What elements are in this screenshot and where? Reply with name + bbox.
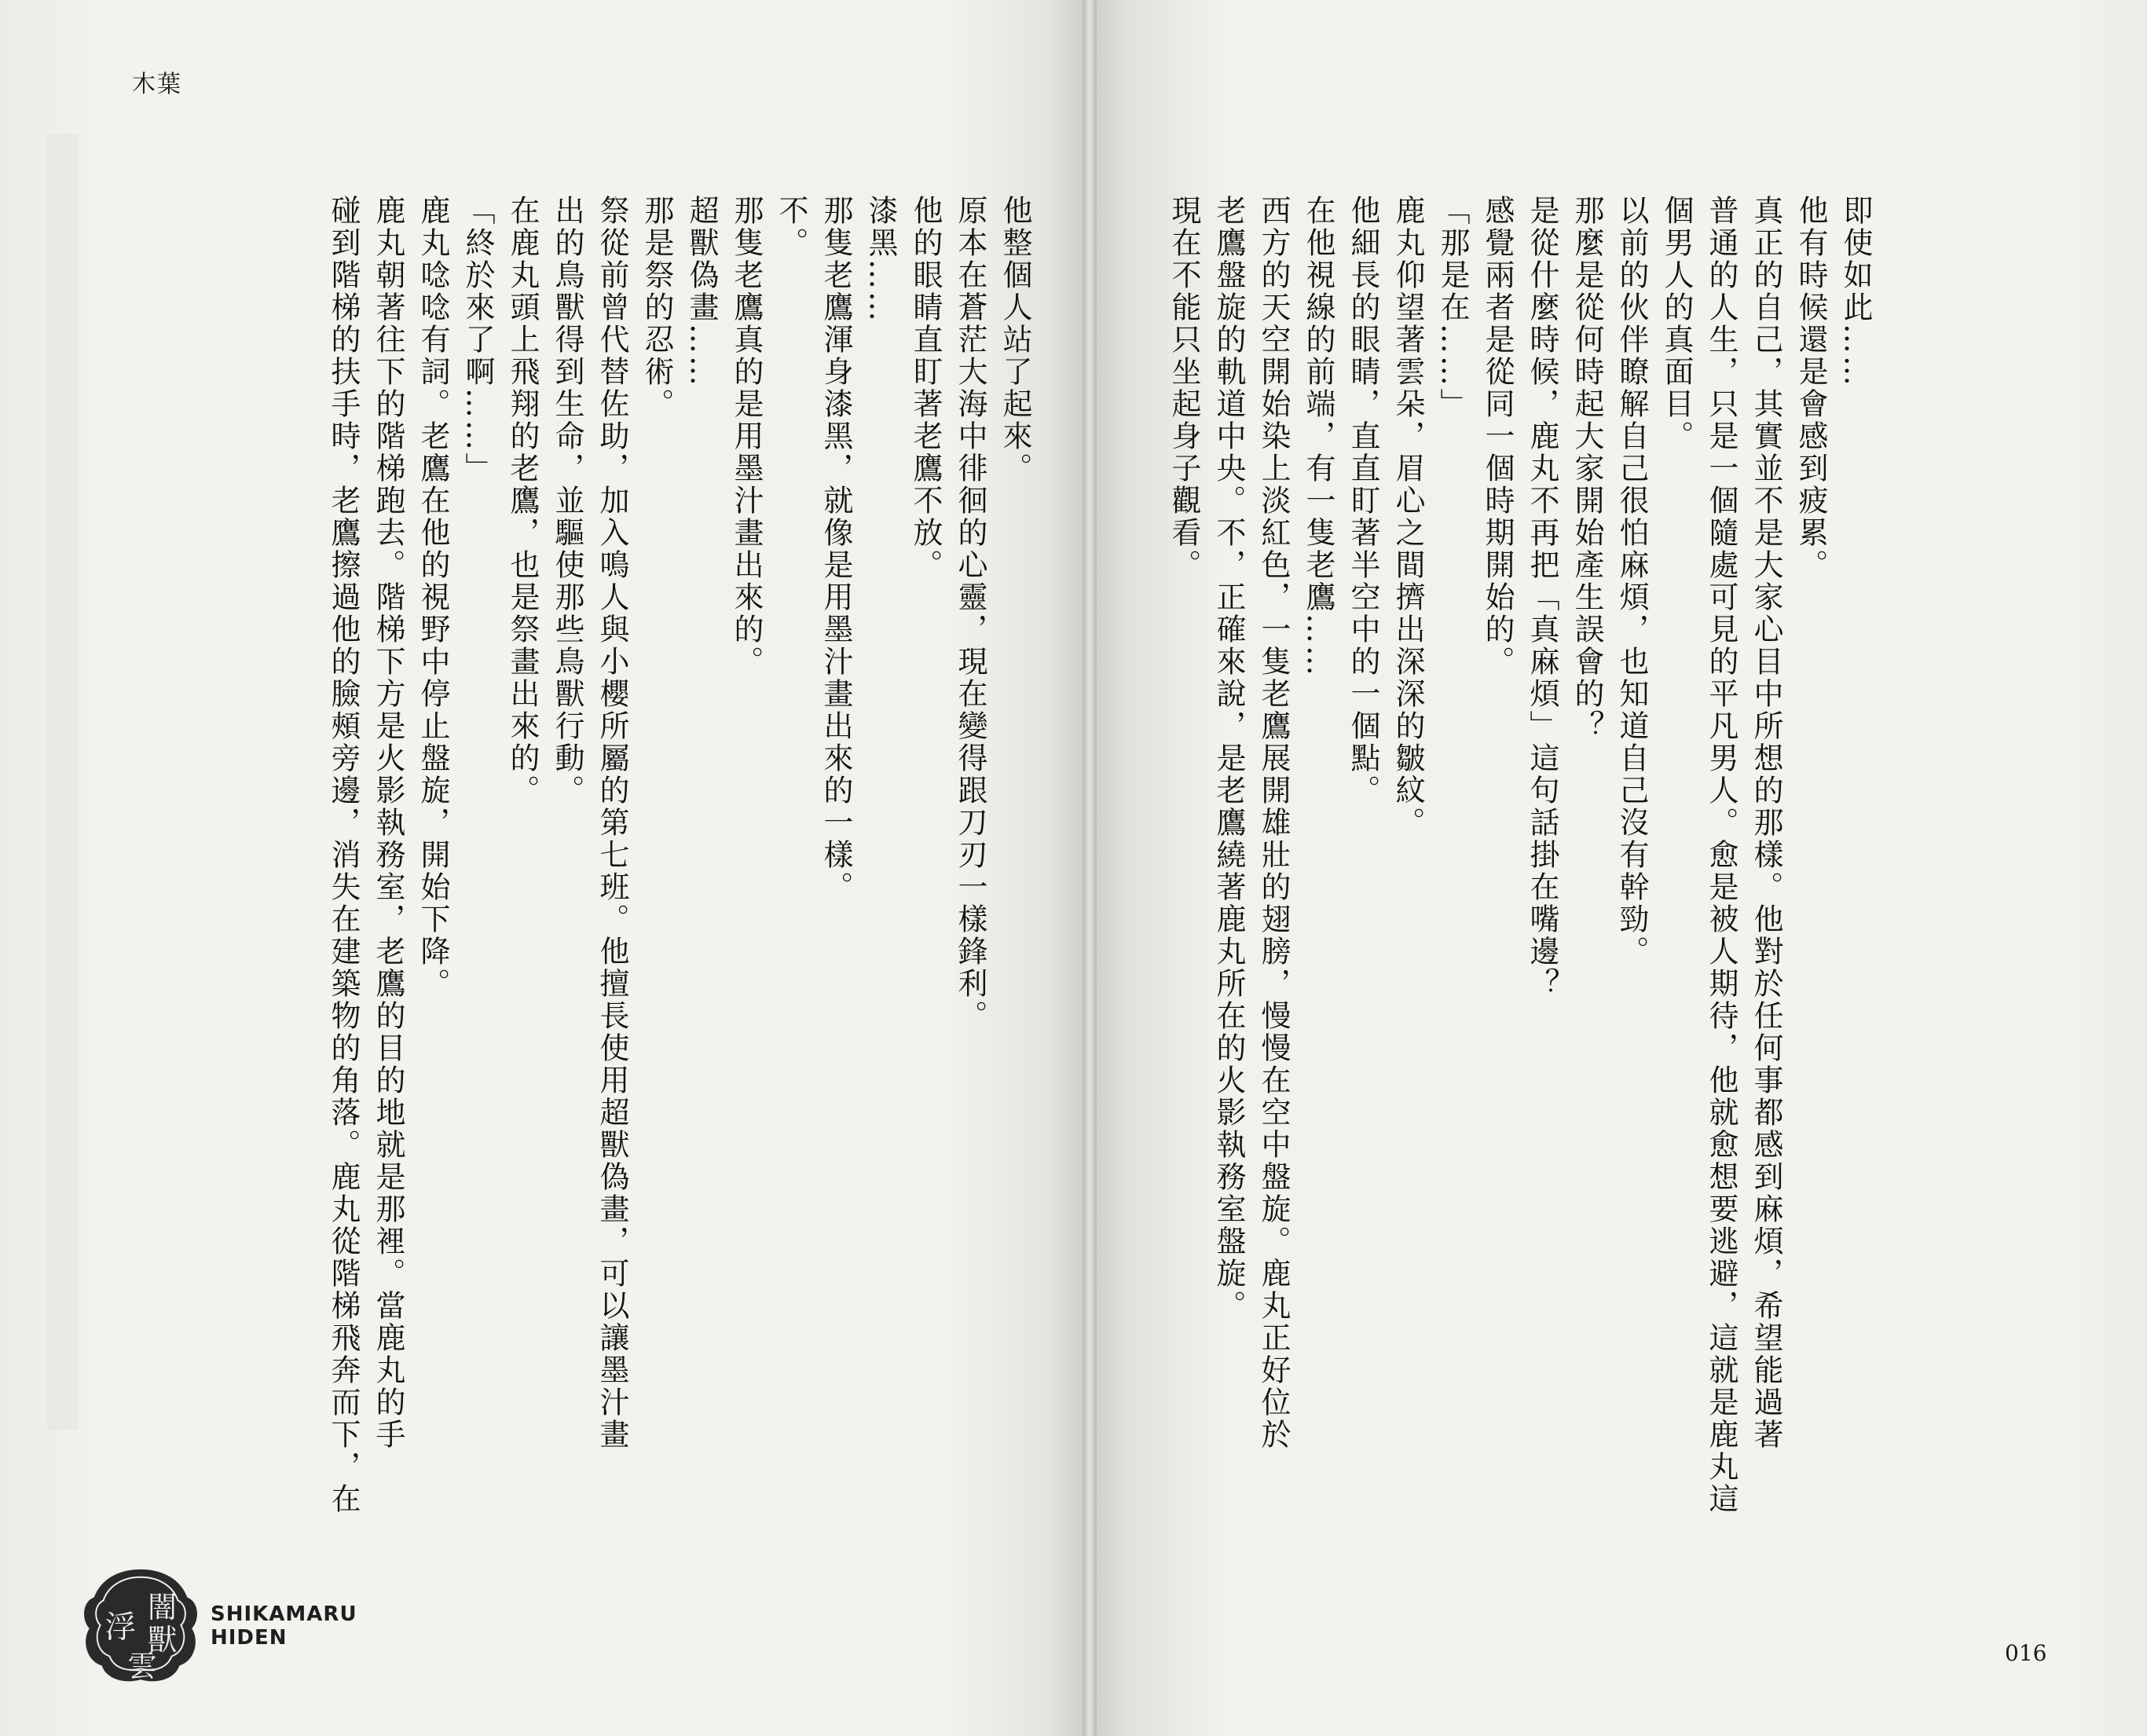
text-line: 原本在蒼茫大海中徘徊的心靈，現在變得跟刀刃一樣鋒利。 <box>953 195 987 1032</box>
svg-text:闇: 闇 <box>147 1590 178 1625</box>
text-line: 那是祭的忍術。 <box>639 195 674 420</box>
text-line: 超獸偽畫…… <box>684 195 719 388</box>
running-head: 木葉 <box>132 71 182 98</box>
text-line: 那隻老鷹渾身漆黑，就像是用墨汁畫出來的一樣。 <box>819 195 853 903</box>
svg-text:獸: 獸 <box>147 1622 178 1657</box>
series-brand <box>211 1602 357 1650</box>
text-line: 「那是在……」 <box>1435 195 1470 420</box>
brand-line-1: SHIKAMARU <box>211 1602 357 1626</box>
text-line: 他的眼睛直盯著老鷹不放。 <box>908 195 943 581</box>
text-line: 在鹿丸頭上飛翔的老鷹，也是祭畫出來的。 <box>505 195 540 807</box>
text-line: 鹿丸仰望著雲朵，眉心之間擠出深深的皺紋。 <box>1390 195 1425 839</box>
text-line: 那麼是從何時起大家開始產生誤會的？ <box>1570 195 1604 742</box>
text-line: 漆黑…… <box>863 195 898 324</box>
text-line: 出的鳥獸得到生命，並驅使那些鳥獸行動。 <box>550 195 584 807</box>
text-line: 在他視線的前端，有一隻老鷹…… <box>1301 195 1335 678</box>
text-line: 鹿丸朝著往下的階梯跑去。階梯下方是火影執務室，老鷹的目的地就是那裡。當鹿丸的手 <box>371 195 405 1451</box>
series-logo-emblem <box>79 1563 203 1687</box>
right-page-text <box>1155 195 1878 1593</box>
text-line: 是從什麼時候，鹿丸不再把「真麻煩」這句話掛在嘴邊？ <box>1525 195 1559 1000</box>
left-page-text <box>141 195 1037 1593</box>
text-line: 他有時候還是會感到疲累。 <box>1793 195 1828 581</box>
text-line: 碰到階梯的扶手時，老鷹擦過他的臉頰旁邊，消失在建築物的角落。鹿丸從階梯飛奔而下，在 <box>326 195 361 1515</box>
text-line: 現在不能只坐起身子觀看。 <box>1167 195 1201 581</box>
svg-text:浮: 浮 <box>104 1609 137 1646</box>
book-gutter <box>1083 0 1097 1736</box>
text-line: 那隻老鷹真的是用墨汁畫出來的。 <box>729 195 764 678</box>
text-line: 普通的人生，只是一個隨處可見的平凡男人。愈是被人期待，他就愈想要逃避，這就是鹿丸這 <box>1704 195 1738 1515</box>
text-line: 不。 <box>774 195 808 259</box>
bleed-through-shadow <box>47 134 79 1469</box>
text-line: 老鷹盤旋的軌道中央。不，正確來說，是老鷹繞著鹿丸所在的火影執務室盤旋。 <box>1211 195 1246 1322</box>
svg-text:雲: 雲 <box>127 1649 157 1684</box>
text-line: 他細長的眼睛，直直盯著半空中的一個點。 <box>1346 195 1380 807</box>
text-line: 西方的天空開始染上淡紅色，一隻老鷹展開雄壯的翅膀，慢慢在空中盤旋。鹿丸正好位於 <box>1256 195 1291 1451</box>
text-line: 感覺兩者是從同一個時期開始的。 <box>1480 195 1515 678</box>
text-line: 真正的自己，其實並不是大家心目中所想的那樣。他對於任何事都感到麻煩，希望能過著 <box>1749 195 1783 1451</box>
text-line: 「終於來了啊……」 <box>460 195 495 485</box>
text-line: 個男人的真面目。 <box>1659 195 1694 452</box>
text-line: 祭從前曾代替佐助，加入鳴人與小櫻所屬的第七班。他擅長使用超獸偽畫，可以讓墨汁畫 <box>595 195 629 1451</box>
text-line: 即使如此…… <box>1838 195 1873 388</box>
text-line: 鹿丸唸唸有詞。老鷹在他的視野中停止盤旋，開始下降。 <box>416 195 450 1000</box>
brand-line-2: HIDEN <box>211 1626 288 1650</box>
page-number: 016 <box>2005 1640 2047 1666</box>
text-line: 他整個人站了起來。 <box>998 195 1032 485</box>
text-line: 以前的伙伴瞭解自己很怕麻煩，也知道自己沒有幹勁。 <box>1614 195 1649 968</box>
